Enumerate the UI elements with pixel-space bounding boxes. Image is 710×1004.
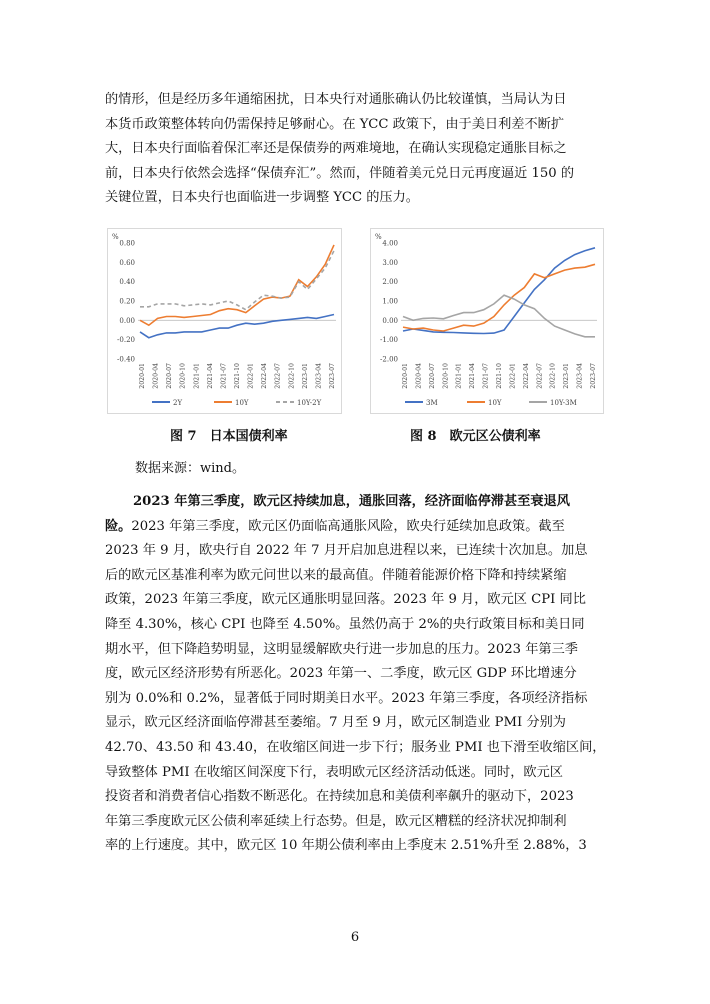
section-paragraph — [105, 490, 605, 859]
y-tick-label: -2.00 — [380, 355, 398, 364]
section-body-text: 年第三季度欧元区公债利率延续上行态势。但是，欧元区糟糕的经济状况抑制利 — [105, 813, 567, 829]
section-line — [105, 761, 605, 786]
y-tick-label: 0.80 — [119, 239, 135, 248]
section-line — [105, 810, 605, 835]
chart-japan-svg — [108, 229, 341, 413]
x-tick-label: 2023-07 — [590, 363, 597, 389]
x-tick-label: 2022-10 — [549, 363, 557, 389]
x-tick-label: 2022-01 — [509, 363, 517, 389]
y-tick-label: 3.00 — [382, 258, 398, 267]
section-line — [105, 613, 605, 638]
y-tick-label: 0.00 — [382, 316, 398, 325]
section-line — [105, 785, 605, 810]
x-tick-label: 2021-07 — [220, 363, 228, 389]
section-body-text: 期水平，但下降趋势明显，这明显缓解欧央行进一步加息的压力。2023 年第三季 — [105, 641, 578, 657]
series-line-2y — [140, 315, 334, 338]
intro-paragraph — [105, 88, 605, 211]
intro-line: 关键位置，日本央行也面临进一步调整 YCC 的压力。 — [105, 190, 419, 206]
x-tick-label: 2022-07 — [274, 363, 282, 389]
section-body-text: 导致整体 PMI 在收缩区间深度下行，表明欧元区经济活动低迷。同时，欧元区 — [105, 764, 563, 780]
section-line — [105, 588, 605, 613]
x-tick-label: 2020-10 — [179, 363, 187, 389]
section-line — [105, 564, 605, 589]
section-body-text: 2023 年第三季度，欧元区仍面临高通胀风险，欧央行延续加息政策。截至 — [131, 518, 565, 534]
y-tick-label: 0.40 — [119, 278, 135, 287]
x-tick-label: 2020-07 — [428, 363, 436, 389]
x-tick-label: 2023-07 — [329, 363, 336, 389]
section-body-text: 显示，欧元区经济面临停滞甚至萎缩。7 月至 9 月，欧元区制造业 PMI 分别为 — [105, 715, 566, 731]
section-line — [105, 515, 605, 540]
legend-label: 10Y-2Y — [297, 399, 322, 407]
section-body-text: 42.70、43.50 和 43.40，在收缩区间进一步下行；服务业 PMI 也下滑至收缩区间， — [105, 739, 606, 755]
legend-label: 10Y — [235, 399, 249, 407]
x-tick-label: 2023-01 — [563, 363, 571, 389]
x-tick-label: 2021-01 — [455, 363, 463, 389]
legend-label: 10Y — [488, 399, 502, 407]
x-tick-label: 2022-07 — [536, 363, 544, 389]
section-line — [105, 687, 605, 712]
y-tick-label: 0.60 — [119, 258, 135, 267]
section-body-text: 率的上行速度。其中，欧元区 10 年期公债利率由上季度末 2.51%升至 2.88%，3 — [105, 838, 587, 854]
unit-label: % — [375, 233, 382, 241]
y-tick-label: 4.00 — [382, 239, 398, 248]
y-tick-label: 0.20 — [119, 297, 135, 306]
series-line-10y — [403, 264, 595, 331]
legend-label: 2Y — [173, 399, 183, 407]
section-body-text: 投资者和消费者信心指数不断恶化。在持续加息和美债利率飙升的驱动下，2023 — [105, 789, 574, 805]
x-tick-label: 2021-04 — [206, 363, 214, 389]
y-tick-label: -0.20 — [117, 336, 135, 345]
x-tick-label: 2021-01 — [193, 363, 201, 389]
section-body-text: 降至 4.30%，核心 CPI 也降至 4.50%。虽然仍高于 2%的央行政策目标和美日同 — [105, 616, 585, 632]
chart-japan-bond-yields — [107, 228, 342, 414]
x-tick-label: 2022-04 — [261, 363, 269, 389]
x-tick-label: 2022-10 — [288, 363, 296, 389]
section-body-text: 后的欧元区基准利率为欧元问世以来的最高值。伴随着能源价格下降和持续紧缩 — [105, 567, 567, 583]
x-tick-label: 2020-07 — [166, 363, 174, 389]
figure-8-caption: 图 8 欧元区公债利率 — [410, 429, 541, 444]
section-body-text: 度，欧元区经济形势有所恶化。2023 年第一、二季度，欧元区 GDP 环比增速分 — [105, 666, 577, 682]
x-tick-label: 2021-10 — [496, 363, 503, 389]
chart-euro-svg — [371, 229, 603, 413]
figure-7-caption: 图 7 日本国债利率 — [170, 429, 288, 444]
y-tick-label: 0.00 — [119, 316, 135, 325]
intro-line: 大，日本央行面临着保汇率还是保债券的两难境地，在确认实现稳定通胀目标之 — [105, 141, 567, 157]
y-tick-label: -1.00 — [380, 336, 398, 345]
section-line — [105, 490, 605, 515]
section-body-text: 别为 0.0%和 0.2%，显著低于同时期美日水平。2023 年第三季度，各项经济指标 — [105, 690, 588, 706]
legend-label: 10Y-3M — [550, 399, 577, 407]
section-line — [105, 711, 605, 736]
x-tick-label: 2020-01 — [139, 363, 146, 389]
section-line — [105, 638, 605, 663]
legend-label: 3M — [426, 399, 438, 407]
x-tick-label: 2021-07 — [482, 363, 490, 389]
series-line-10y-2y — [140, 251, 334, 310]
x-tick-label: 2020-01 — [402, 363, 409, 389]
x-tick-label: 2021-04 — [469, 363, 477, 389]
y-tick-label: -0.40 — [117, 355, 135, 364]
intro-line: 本货币政策整体转向仍需保持足够耐心。在 YCC 政策下，由于美日利差不断扩 — [105, 116, 565, 132]
unit-label: % — [112, 233, 119, 241]
intro-line: 的情形，但是经历多年通缩困扰，日本央行对通胀确认仍比较谨慎，当局认为日 — [105, 92, 567, 107]
data-source-note: 数据来源：wind。 — [135, 461, 245, 476]
x-tick-label: 2021-10 — [234, 363, 241, 389]
x-tick-label: 2020-04 — [415, 363, 423, 389]
x-tick-label: 2023-04 — [576, 363, 584, 389]
section-heading-text: 2023 年第三季度，欧元区持续加息，通胀回落，经济面临停滞甚至衰退风 — [133, 494, 570, 509]
series-line-10y-3m — [403, 295, 595, 337]
section-line — [105, 834, 605, 859]
x-tick-label: 2022-04 — [522, 363, 530, 389]
x-tick-label: 2022-01 — [247, 363, 255, 389]
section-line — [105, 539, 605, 564]
x-tick-label: 2023-04 — [315, 363, 323, 389]
section-body-text: 2023 年 9 月，欧央行自 2022 年 7 月开启加息进程以来，已连续十次加息。加息 — [105, 543, 588, 559]
intro-line: 前，日本央行依然会选择“保债弃汇”。然而，伴随着美元兑日元再度逼近 150 的 — [105, 165, 575, 181]
section-line — [105, 736, 605, 761]
chart-euro-bond-yields — [370, 228, 604, 414]
x-tick-label: 2023-01 — [301, 363, 309, 389]
y-tick-label: 2.00 — [382, 278, 398, 287]
page-number: 6 — [350, 930, 360, 945]
section-body-text: 政策，2023 年第三季度，欧元区通胀明显回落。2023 年 9 月，欧元区 CPI 同比 — [105, 592, 586, 608]
section-heading-text: 险。 — [105, 518, 132, 534]
x-tick-label: 2020-10 — [442, 363, 450, 389]
y-tick-label: 1.00 — [382, 297, 398, 306]
section-line — [105, 662, 605, 687]
x-tick-label: 2020-04 — [152, 363, 160, 389]
series-line-10y — [140, 245, 334, 325]
